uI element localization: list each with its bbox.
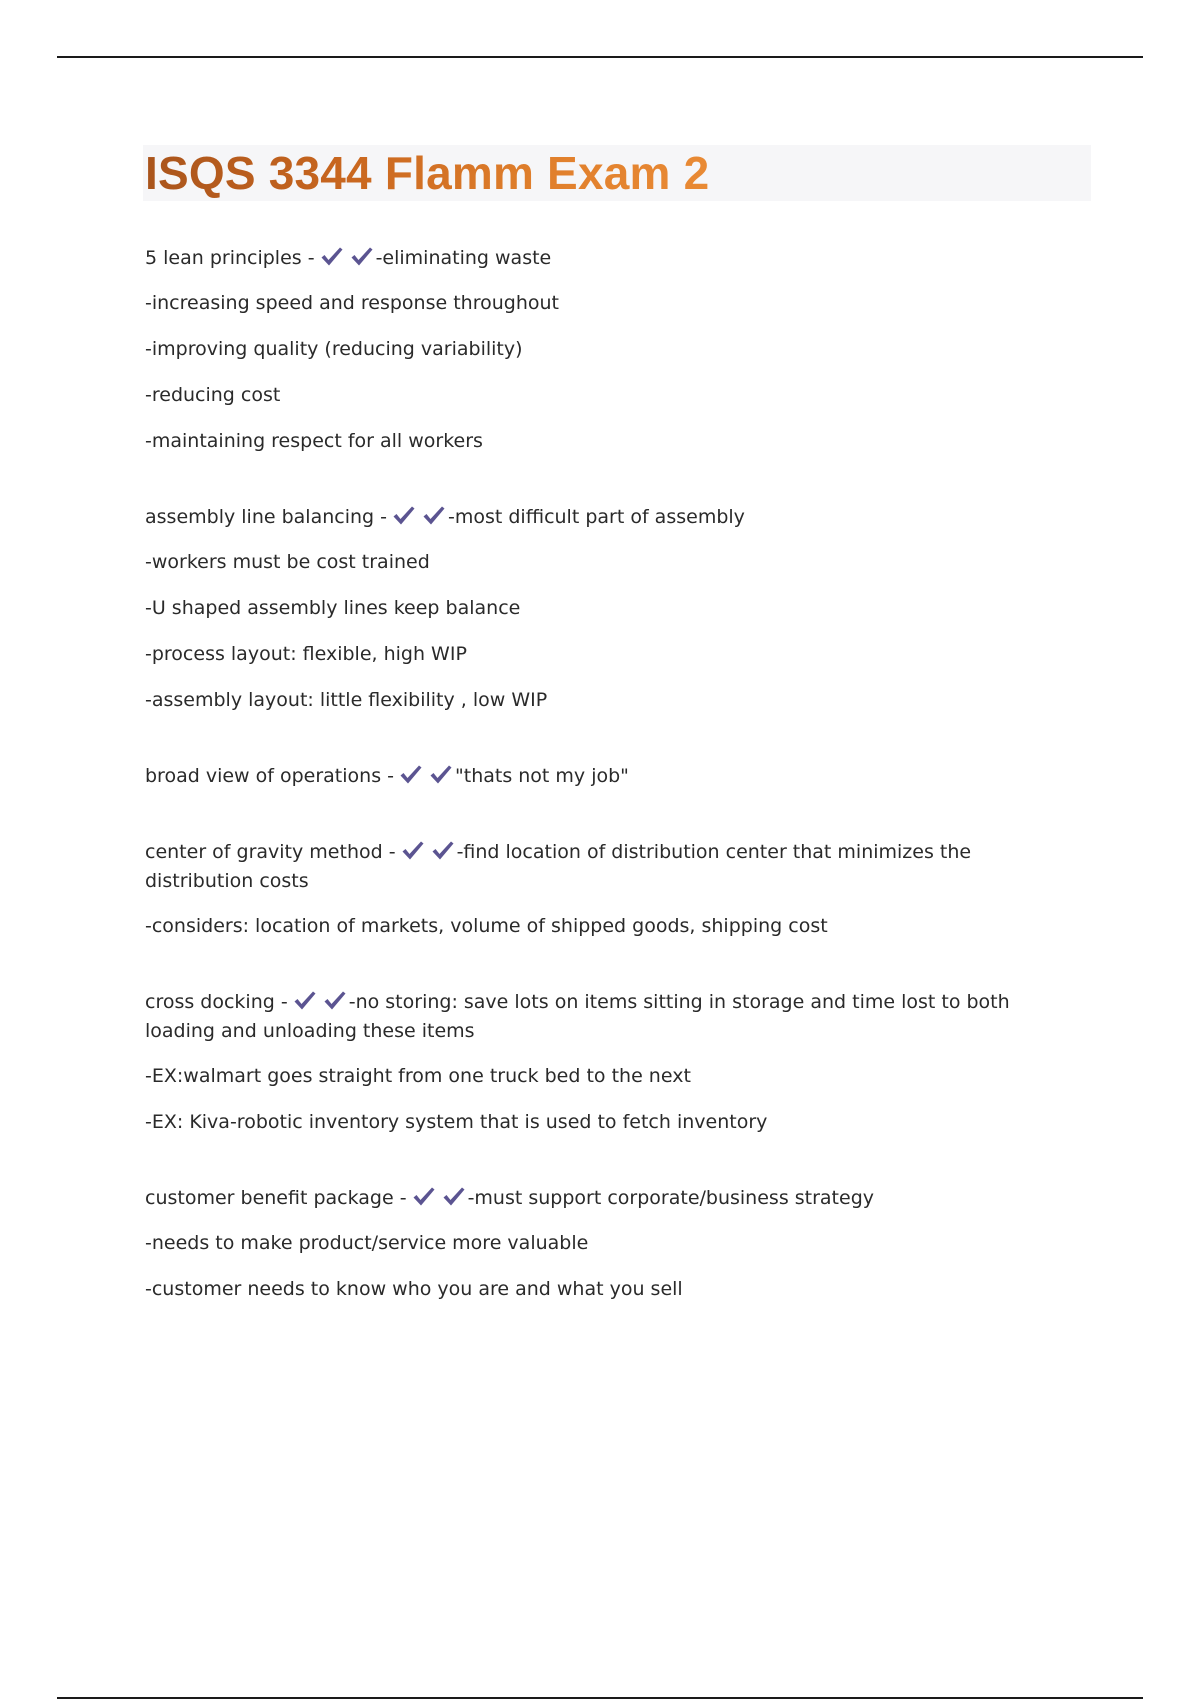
flashcard: [145, 1184, 1085, 1304]
bottom-rule: [57, 1697, 1143, 1699]
check-marks: [319, 245, 374, 267]
flashcard-definition: "thats not my job": [455, 765, 629, 787]
flashcard-detail: -improving quality (reducing variability): [145, 338, 523, 360]
flashcard-term: broad view of operations -: [145, 765, 394, 787]
check-marks: [398, 763, 453, 785]
flashcard-detail: -EX: Kiva-robotic inventory system that is used to fetch inventory: [145, 1111, 768, 1133]
flashcard-term: center of gravity method -: [145, 841, 396, 863]
flashcard-term-line: [145, 762, 1085, 791]
flashcard-definition: -must support corporate/business strategy: [467, 1187, 875, 1209]
flashcard: [145, 988, 1085, 1137]
check-mark-icon: [421, 504, 446, 526]
check-mark-icon: [319, 245, 344, 267]
flashcard-definition: -eliminating waste: [375, 247, 552, 269]
flashcard-detail: -needs to make product/service more valuable: [145, 1232, 589, 1254]
check-marks: [411, 1185, 466, 1207]
check-mark-icon: [391, 504, 416, 526]
flashcard-detail: -workers must be cost trained: [145, 551, 430, 573]
top-rule: [57, 56, 1143, 58]
flashcard-term: 5 lean principles -: [145, 247, 315, 269]
check-marks: [391, 504, 446, 526]
flashcard-term-line: [145, 838, 1085, 896]
flashcard-list: [145, 244, 1085, 1304]
flashcard-definition: -no storing: save lots on items sitting in storage and time lost to both loading and unloading these items: [145, 991, 1010, 1042]
flashcard-term-line: [145, 988, 1085, 1046]
check-mark-icon: [398, 763, 423, 785]
check-mark-icon: [400, 839, 425, 861]
flashcard: [145, 244, 1085, 456]
flashcard-detail: -considers: location of markets, volume of shipped goods, shipping cost: [145, 915, 828, 937]
flashcard: [145, 762, 1085, 791]
flashcard-term-line: [145, 1184, 1085, 1213]
flashcard-detail: -increasing speed and response throughout: [145, 292, 560, 314]
check-mark-icon: [428, 763, 453, 785]
check-marks: [400, 839, 455, 861]
flashcard: [145, 838, 1085, 941]
flashcard-detail: -maintaining respect for all workers: [145, 430, 483, 452]
flashcard-detail: -U shaped assembly lines keep balance: [145, 597, 521, 619]
flashcard-term-line: [145, 244, 1085, 273]
flashcard-detail: -process layout: flexible, high WIP: [145, 643, 467, 665]
title-banner: [143, 145, 1091, 201]
flashcard-term-line: [145, 503, 1085, 532]
flashcard: [145, 503, 1085, 715]
check-mark-icon: [322, 989, 347, 1011]
flashcard-definition: -most difficult part of assembly: [447, 506, 745, 528]
check-mark-icon: [411, 1185, 436, 1207]
flashcard-detail: -reducing cost: [145, 384, 281, 406]
check-mark-icon: [292, 989, 317, 1011]
flashcard-detail: -assembly layout: little flexibility , low WIP: [145, 689, 548, 711]
flashcard-definition: -find location of distribution center that minimizes the distribution costs: [145, 841, 972, 892]
flashcard-detail: -customer needs to know who you are and what you sell: [145, 1278, 683, 1300]
check-mark-icon: [349, 245, 374, 267]
flashcard-term: customer benefit package -: [145, 1187, 407, 1209]
page-title: ISQS 3344 Flamm Exam 2: [145, 147, 710, 199]
flashcard-term: cross docking -: [145, 991, 288, 1013]
flashcard-term: assembly line balancing -: [145, 506, 387, 528]
flashcard-detail: -EX:walmart goes straight from one truck bed to the next: [145, 1065, 691, 1087]
check-mark-icon: [441, 1185, 466, 1207]
check-marks: [292, 989, 347, 1011]
check-mark-icon: [430, 839, 455, 861]
